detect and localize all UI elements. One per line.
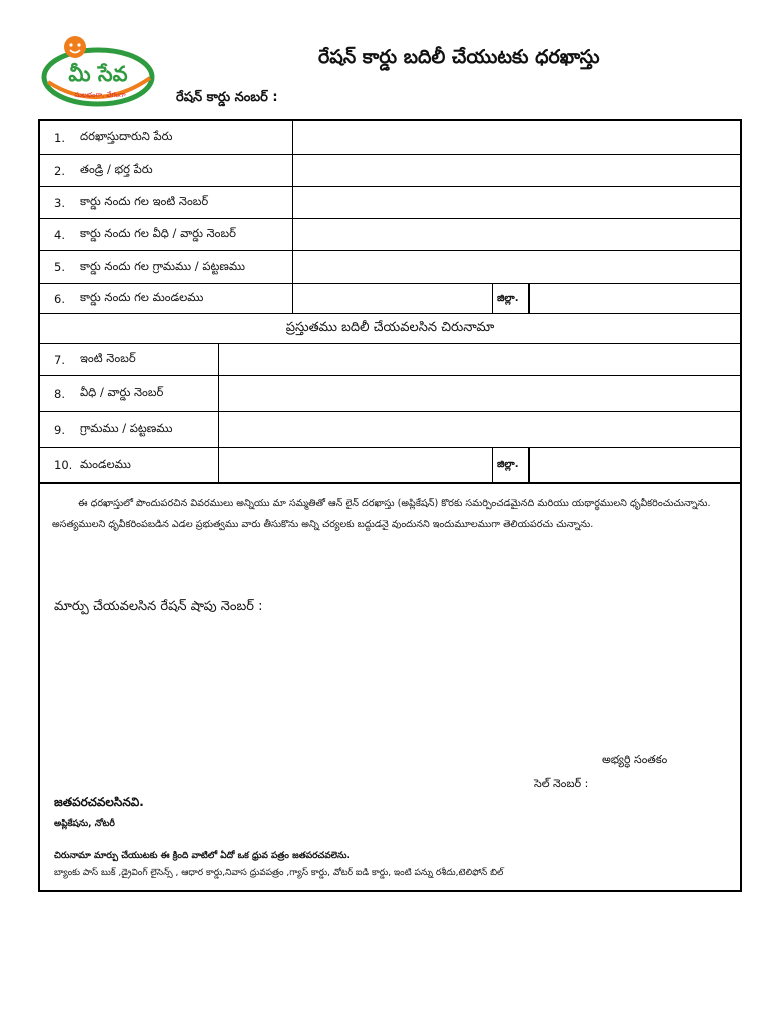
declaration-line-2: అసత్యములని ధృవీకరింపబడిన ఎడల ప్రభుత్వము వారు తీసుకొను అన్ని చర్యలకు బద్దుడనై వుందునని ఇందుమూలముగా తెలియపరచు చున్నాను.: [52, 519, 594, 530]
application-form: [38, 119, 742, 892]
form-row-8: [40, 376, 740, 412]
attachments-title: జతపరచవలసినవి.: [54, 795, 144, 809]
card-district-field[interactable]: [528, 284, 740, 313]
field-label-new-street-ward: వీధి / వార్డు నెంబర్: [80, 385, 164, 399]
district-label: జిల్లా.: [492, 448, 528, 482]
row-number: 10.: [54, 458, 73, 472]
logo-text: మీ సేవ: [68, 62, 128, 86]
new-mandal-field[interactable]: [218, 448, 492, 482]
form-row-10: [40, 448, 740, 484]
field-label-applicant-name: దరఖాస్తుదారుని పేరు: [80, 129, 173, 143]
new-village-town-field[interactable]: [218, 412, 740, 447]
field-label-card-mandal: కార్డు నందు గల మండలము: [80, 290, 204, 304]
row-number: 4.: [54, 227, 65, 242]
mee-seva-logo: [40, 34, 162, 108]
card-mandal-field[interactable]: [292, 284, 492, 313]
row-number: 8.: [54, 386, 65, 401]
form-row-3: [40, 187, 740, 219]
cell-number-label: సెల్ నెంబర్ :: [534, 777, 589, 790]
field-label-father-husband-name: తండ్రి / భర్త పేరు: [80, 162, 153, 176]
card-village-town-field[interactable]: [292, 251, 740, 283]
row-number: 6.: [54, 291, 65, 306]
new-district-field[interactable]: [528, 448, 740, 482]
field-label-new-house-number: ఇంటి నెంబర్: [80, 351, 136, 365]
father-husband-name-field[interactable]: [292, 155, 740, 186]
field-label-card-house-number: కార్డు నందు గల ఇంటి నెంబర్: [80, 194, 209, 208]
field-label-card-village-town: కార్డు నందు గల గ్రామము / పట్టణము: [80, 258, 246, 273]
section-heading: ప్రస్తుతము బదిలీ చేయవలసిన చిరునామా: [285, 319, 495, 335]
form-row-2: [40, 155, 740, 187]
form-row-1: [40, 121, 740, 155]
logo-tagline: సులభంగా, వేగంగా: [74, 91, 126, 99]
applicant-signature-label: అభ్యర్ధి సంతకం: [602, 753, 668, 766]
row-number: 1.: [54, 130, 65, 145]
page-title: రేషన్ కార్డు బదిలీ చేయుటకు ధరఖాస్తు: [318, 46, 600, 68]
new-house-number-field[interactable]: [218, 344, 740, 375]
address-proof-documents: బ్యాంకు పాస్ బుక్ ,డ్రైవింగ్ లైసెన్స్ , ఆధార కార్డు,నివాస ధ్రువపత్రం ,గ్యాస్ కార్డు, వోటర్ ఐడి కార్డు, ఇంటి పన్ను రశీదు,టెలిఫోన్ బిల్: [54, 868, 504, 878]
row-number: 2.: [54, 163, 65, 178]
card-street-ward-field[interactable]: [292, 219, 740, 250]
applicant-name-field[interactable]: [292, 121, 740, 154]
row-number: 9.: [54, 422, 65, 437]
field-label-new-mandal: మండలము: [80, 456, 131, 471]
address-proof-note: చిరునామా మార్పు చేయుటకు ఈ క్రింది వాటిలో ఏదో ఒక ధ్రువ పత్రం జతపరచవలెను.: [54, 851, 350, 861]
form-row-4: [40, 219, 740, 251]
attachments-list: అప్లికేషను, నోటరీ: [54, 819, 115, 829]
district-label: జిల్లా.: [492, 284, 528, 313]
form-row-7: [40, 344, 740, 376]
row-number: 3.: [54, 195, 65, 210]
form-row-6: [40, 284, 740, 314]
section-heading-row: [40, 314, 740, 344]
row-number: 5.: [54, 260, 65, 274]
field-label-new-village-town: గ్రామము / పట్టణము: [80, 421, 173, 435]
declaration-line-1: ఈ ధరఖాస్తులో పొందుపరచిన వివరములు అన్నియు మా సమ్మతితో ఆన్ లైన్ దరఖాస్తు (అప్లికేషన్) కొరకు సమర్పించడమైనది మరియు యథార్థములని ధృవీకరించుచున్నాను.: [78, 498, 711, 509]
ration-shop-number-label: మార్పు చేయవలసిన రేషన్ షాపు నెంబర్ :: [54, 599, 263, 614]
field-label-card-street-ward: కార్డు నందు గల వీధి / వార్డు నెంబర్: [80, 226, 236, 240]
row-number: 7.: [54, 352, 65, 367]
form-row-5: [40, 251, 740, 284]
ration-card-number-label: రేషన్ కార్డు నంబర్ :: [176, 90, 278, 105]
card-house-number-field[interactable]: [292, 187, 740, 218]
new-street-ward-field[interactable]: [218, 376, 740, 411]
form-row-9: [40, 412, 740, 448]
